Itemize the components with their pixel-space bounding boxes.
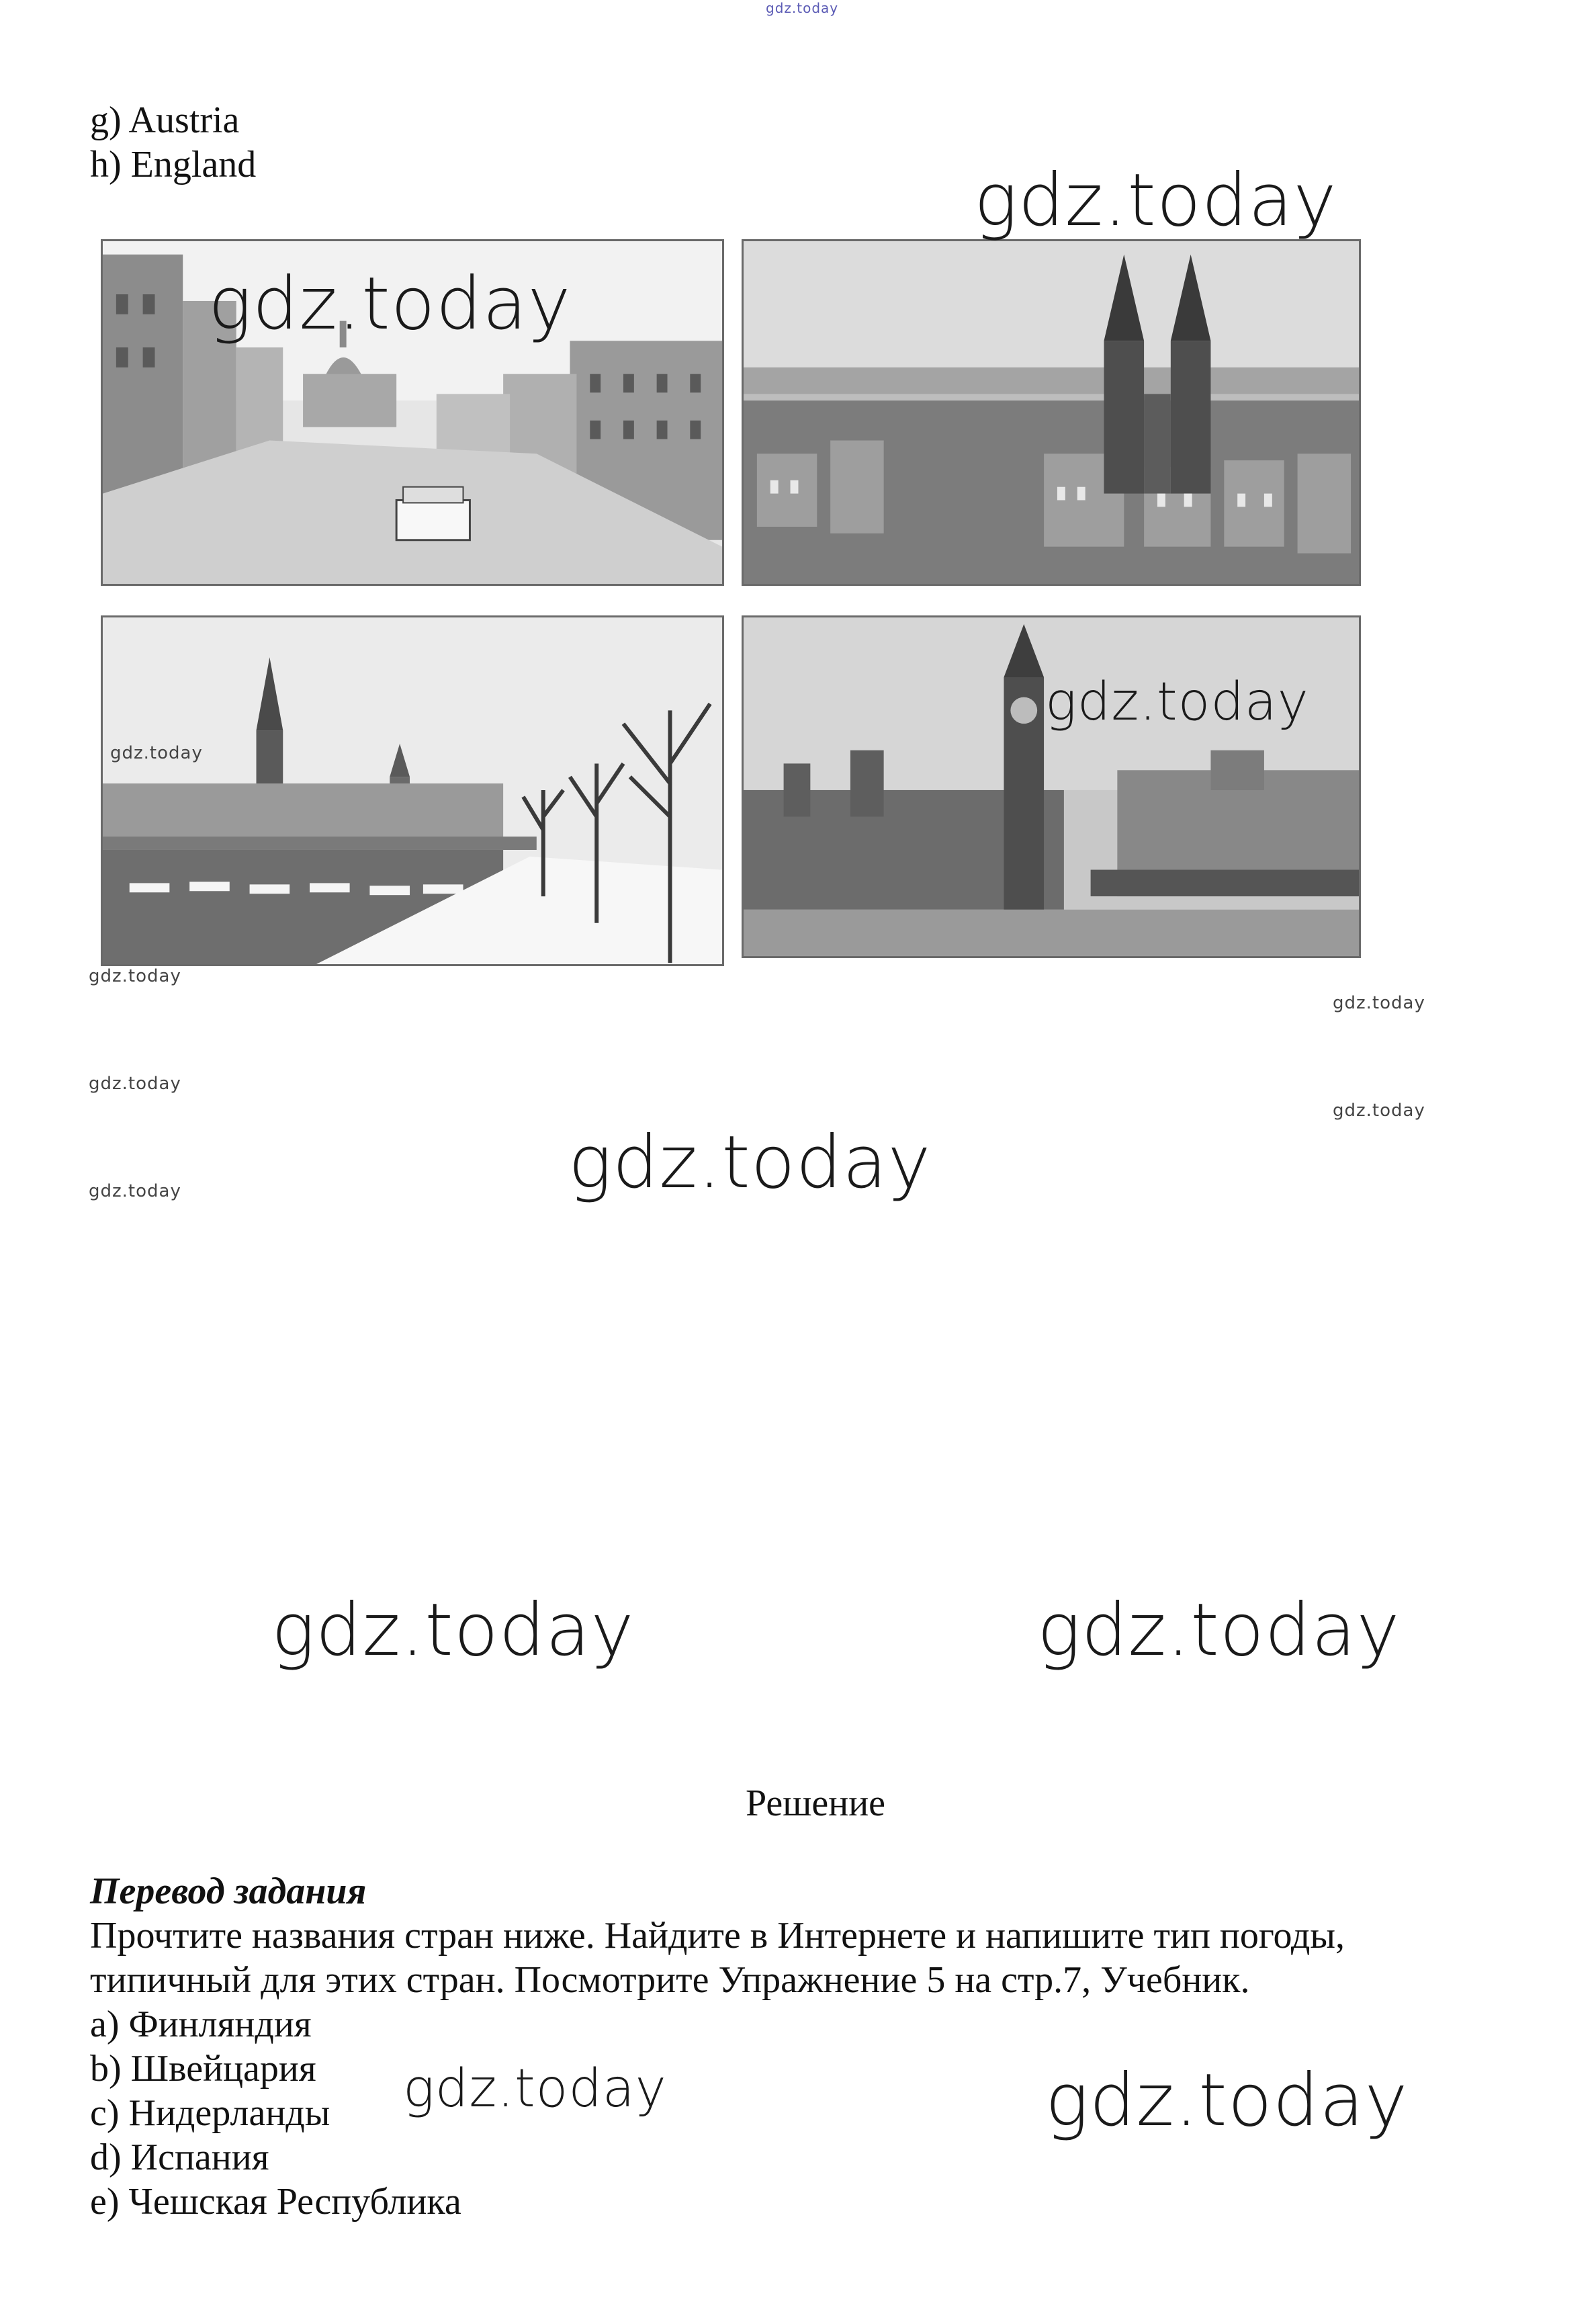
translation-item-d: d) Испания (90, 2137, 269, 2178)
zurich-image (103, 617, 722, 964)
watermark-10: gdz.today (568, 1121, 932, 1205)
watermark-5: gdz.today (89, 966, 181, 986)
translation-item-e: e) Чешская Республика (90, 2181, 461, 2223)
solution-heading: Решение (746, 1782, 886, 1824)
translation-body-line-2: типичный для этих стран. Посмотрите Упражнение 5 на стр.7, Учебник. (90, 1959, 1250, 2001)
list-item-h: h) England (90, 144, 257, 185)
translation-title: Перевод задания (90, 1870, 367, 1912)
watermark-3: gdz.today (1045, 672, 1309, 732)
watermark-8: gdz.today (1333, 1101, 1425, 1121)
watermark-4: gdz.today (110, 743, 203, 763)
watermark-11: gdz.today (271, 1588, 635, 1672)
photo-london (742, 615, 1361, 958)
watermark-14: gdz.today (1045, 2059, 1409, 2143)
photo-zurich (101, 615, 724, 966)
watermark-2: gdz.today (208, 262, 572, 346)
translation-item-c: c) Нидерланды (90, 2092, 330, 2134)
translation-item-a: a) Финляндия (90, 2004, 312, 2045)
watermark-13: gdz.today (403, 2059, 667, 2119)
watermark-7: gdz.today (89, 1074, 181, 1094)
watermark-9: gdz.today (89, 1181, 181, 1201)
translation-body-line-1: Прочтите названия стран ниже. Найдите в Интернете и напишите тип погоды, (90, 1915, 1345, 1956)
watermark-6: gdz.today (1333, 993, 1425, 1013)
london-image (744, 617, 1359, 956)
watermark-top: gdz.today (766, 0, 839, 16)
translation-item-b: b) Швейцария (90, 2048, 316, 2090)
watermark-12: gdz.today (1037, 1588, 1401, 1672)
list-item-g: g) Austria (90, 99, 240, 141)
watermark-1: gdz.today (974, 159, 1337, 243)
prague-image (744, 241, 1359, 584)
photo-prague (742, 239, 1361, 586)
